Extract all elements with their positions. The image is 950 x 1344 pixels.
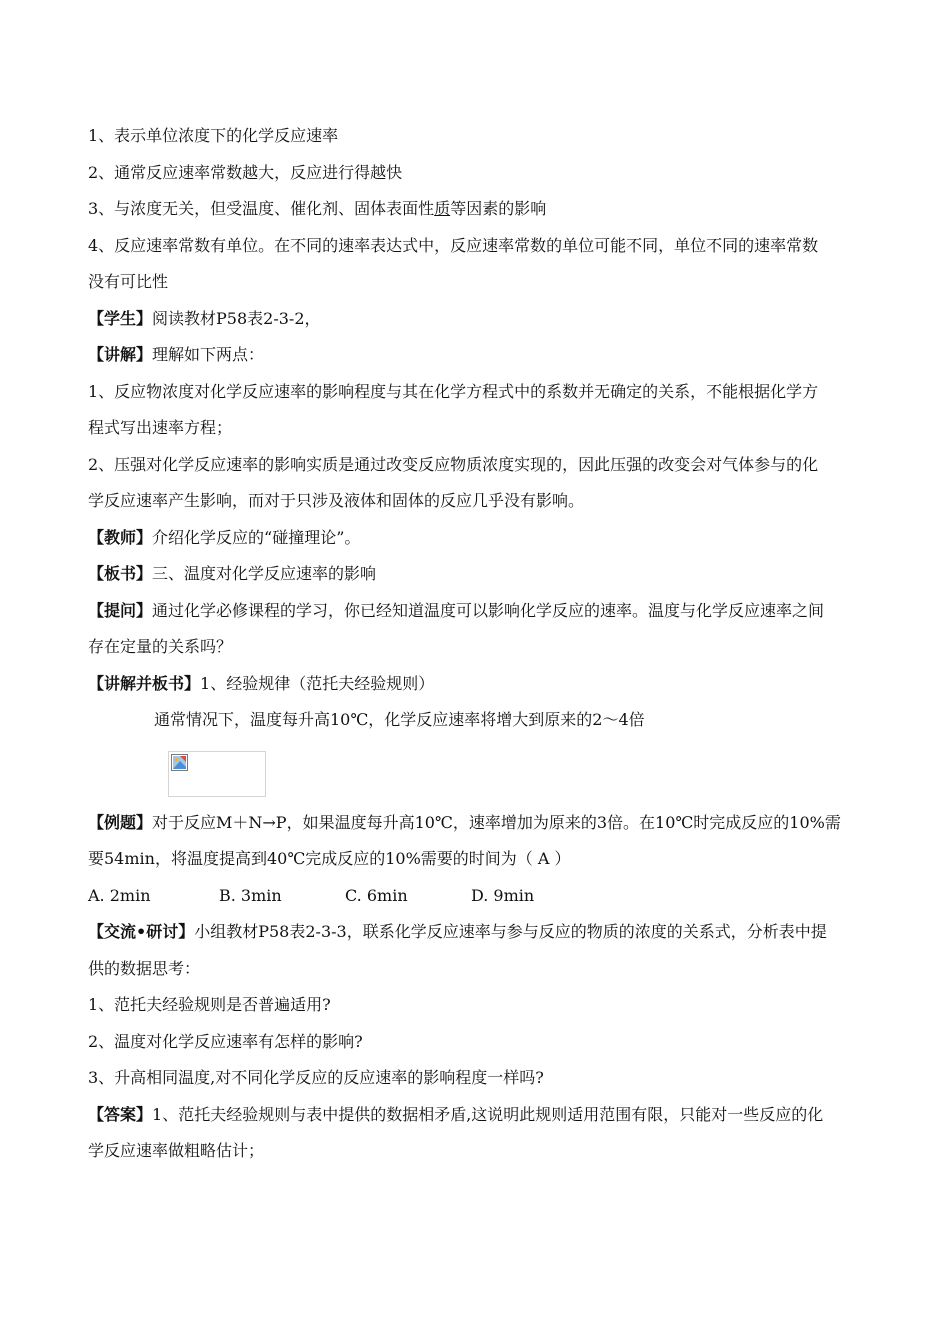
board-text: 三、温度对化学反应速率的影响	[152, 564, 377, 583]
vant-hoff-rule: 通常情况下，温度每升高10℃，化学反应速率将增大到原来的2～4倍	[154, 710, 645, 729]
explain-point-2-line-2: 学反应速率产生影响，而对于只涉及液体和固体的反应几乎没有影响。	[88, 491, 585, 510]
board-tag: 【板书】	[88, 564, 153, 583]
explain-board-text: 1、经验规律（范托夫经验规则）	[200, 673, 435, 693]
explain-board-paragraph	[88, 672, 860, 709]
exchange-text: 小组教材P58表2-3-3，联系化学反应速率与参与反应的物质的浓度的关系式，分析表中提	[194, 922, 827, 941]
explain-point-2-line-1: 2、压强对化学反应速率的影响实质是通过改变反应物质浓度实现的，因此压强的改变会对气体参与的化	[88, 454, 819, 474]
broken-image-icon	[171, 754, 188, 771]
rate-constant-point-2: 2、通常反应速率常数越大，反应进行得越快	[88, 162, 403, 182]
point-3-underlined-word: 质	[434, 199, 451, 218]
explain-paragraph	[88, 343, 860, 380]
teacher-text: 介绍化学反应的“碰撞理论”。	[152, 527, 361, 547]
option-d: D. 9min	[471, 885, 535, 905]
answer-tag: 【答案】	[88, 1104, 153, 1124]
rate-constant-point-4-line-1: 4、反应速率常数有单位。在不同的速率表达式中，反应速率常数的单位可能不同，单位不同的速率常数	[88, 235, 819, 255]
point-3-text-b: 等因素的影响	[450, 199, 547, 218]
teacher-paragraph	[88, 526, 860, 563]
answer-options	[88, 884, 860, 921]
question-text: 通过化学必修课程的学习，你已经知道温度可以影响化学反应的速率。温度与化学反应速率之间	[152, 600, 825, 620]
exchange-tag: 【交流•研讨】	[88, 922, 195, 941]
student-tag: 【学生】	[88, 308, 153, 328]
option-a: A. 2min	[88, 885, 151, 905]
teacher-tag: 【教师】	[88, 527, 153, 547]
example-paragraph-line-2: 要54min，将温度提高到40℃完成反应的10%需要的时间为（ A ）	[88, 849, 571, 868]
example-tag: 【例题】	[88, 812, 153, 832]
explain-text: 理解如下两点：	[152, 345, 265, 364]
answer-text: 1、范托夫经验规则与表中提供的数据相矛盾,这说明此规则适用范围有限，只能对一些反应的化	[152, 1104, 824, 1124]
discussion-question-1: 1、范托夫经验规则是否普遍适用?	[88, 995, 331, 1014]
explain-tag: 【讲解】	[88, 345, 153, 364]
answer-paragraph-line-2: 学反应速率做粗略估计；	[88, 1141, 265, 1160]
board-paragraph	[88, 562, 860, 599]
point-3-text-a: 3、与浓度无关，但受温度、催化剂、固体表面性	[88, 199, 435, 218]
explain-point-1-line-1: 1、反应物浓度对化学反应速率的影响程度与其在化学方程式中的系数并无确定的关系，不能根据化学方	[88, 381, 819, 401]
option-b: B. 3min	[219, 885, 282, 905]
example-paragraph-line-1	[88, 811, 860, 848]
discussion-question-2: 2、温度对化学反应速率有怎样的影响?	[88, 1031, 363, 1051]
exchange-paragraph-line-2: 供的数据思考：	[88, 958, 201, 978]
explain-point-1-line-2: 程式写出速率方程；	[88, 418, 233, 437]
example-text: 对于反应M＋N→P，如果温度每升高10℃，速率增加为原来的3倍。在10℃时完成反应的10%需	[152, 812, 841, 832]
question-paragraph-line-1	[88, 599, 860, 636]
option-c: C. 6min	[345, 885, 408, 905]
question-paragraph-line-2: 存在定量的关系吗？	[88, 637, 233, 656]
answer-paragraph-line-1	[88, 1103, 860, 1140]
rate-constant-point-4-line-2: 没有可比性	[88, 272, 169, 291]
image-placeholder	[168, 751, 266, 797]
exchange-paragraph-line-1	[88, 920, 860, 957]
student-paragraph	[88, 307, 860, 344]
discussion-question-3: 3、升高相同温度,对不同化学反应的反应速率的影响程度一样吗?	[88, 1068, 544, 1087]
explain-board-tag: 【讲解并板书】	[88, 673, 201, 693]
student-text: 阅读教材P58表2-3-2，	[152, 308, 321, 328]
question-tag: 【提问】	[88, 600, 153, 620]
rate-constant-point-1: 1、表示单位浓度下的化学反应速率	[88, 126, 339, 145]
rate-constant-point-3	[88, 197, 860, 234]
